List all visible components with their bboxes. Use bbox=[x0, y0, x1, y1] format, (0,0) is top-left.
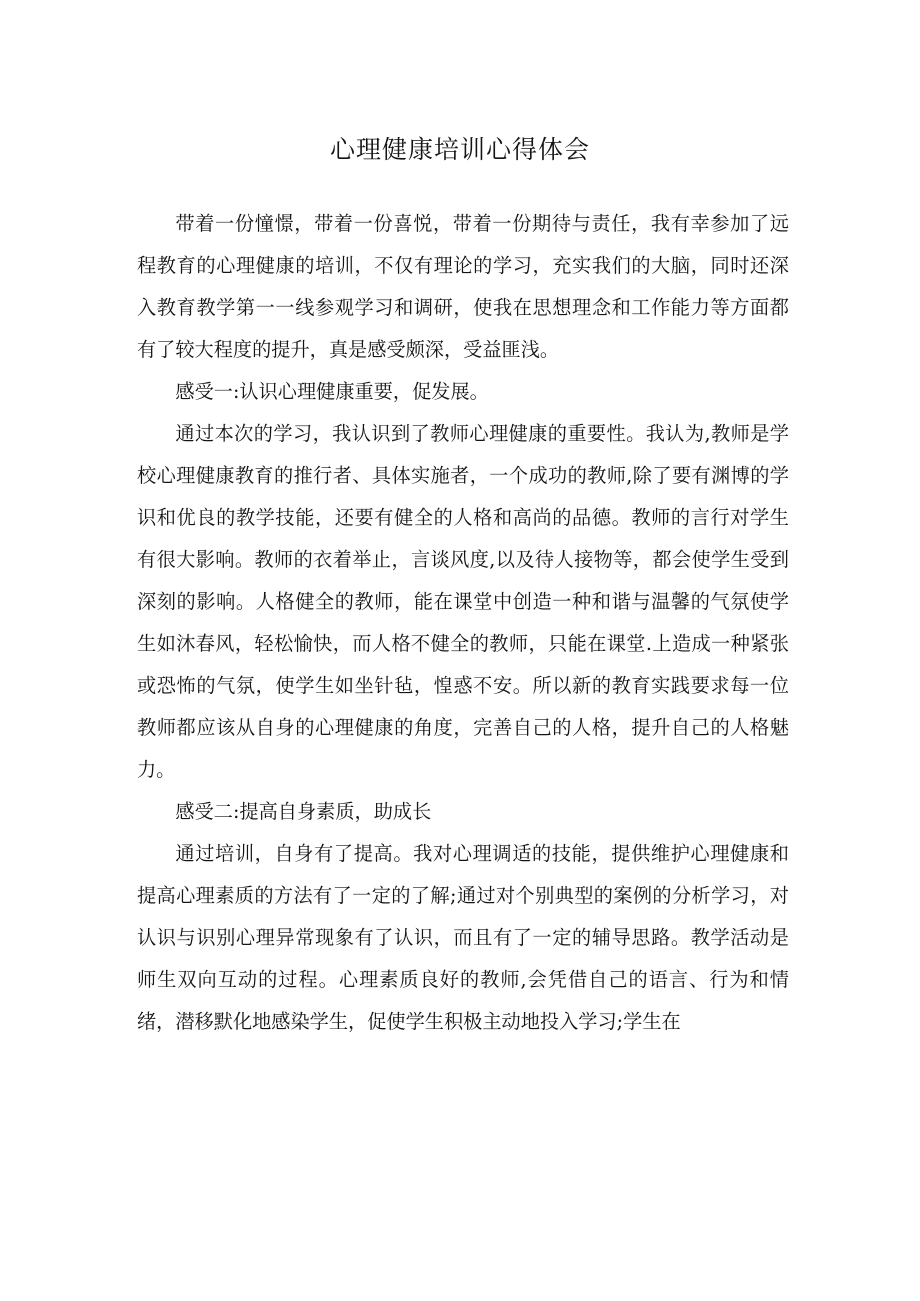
paragraph-intro: 带着一份憧憬，带着一份喜悦，带着一份期待与责任，我有幸参加了远程教育的心理健康的培训，不仅有理论的学习，充实我们的大脑，同时还深入教育教学第一一线参观学习和调研，使我在思想理念和工作能力等方面都有了较大程度的提升，真是感受颇深，受益匪浅。 bbox=[137, 212, 789, 361]
paragraph-body-1: 通过本次的学习，我认识到了教师心理健康的重要性。我认为,教师是学校心理健康教育的推行者、具体实施者，一个成功的教师,除了要有渊博的学识和优良的教学技能，还要有健全的人格和高尚的品德。教师的言行对学生有很大影响。教师的衣着举止，言谈风度,以及待人接物等，都会使学生受到深刻的影响。人格健全的教师，能在课堂中创造一种和谐与温馨的气氛使学生如沐春风，轻松愉快，而人格不健全的教师，只能在课堂.上造成一种紧张或恐怖的气氛，使学生如坐针毡，惶惑不安。所以新的教育实践要求每一位教师都应该从自身的心理健康的角度，完善自己的人格，提升自己的人格魅力。 bbox=[137, 422, 789, 781]
paragraph-body-2: 通过培训，自身有了提高。我对心理调适的技能，提供维护心理健康和提高心理素质的方法有了一定的了解;通过对个别典型的案例的分析学习，对认识与识别心理异常现象有了认识，而且有了一定的辅导思路。教学活动是师生双向互动的过程。心理素质良好的教师,会凭借自己的语言、行为和情绪，潜移默化地感染学生，促使学生积极主动地投入学习;学生在 bbox=[137, 842, 789, 1033]
paragraph-heading-2: 感受二:提高自身素质，助成长 bbox=[175, 800, 432, 823]
document-body bbox=[137, 203, 789, 1043]
document-title: 心理健康培训心得体会 bbox=[329, 135, 590, 164]
paragraph-heading-1: 感受一:认识心理健康重要，促发展。 bbox=[175, 380, 489, 403]
